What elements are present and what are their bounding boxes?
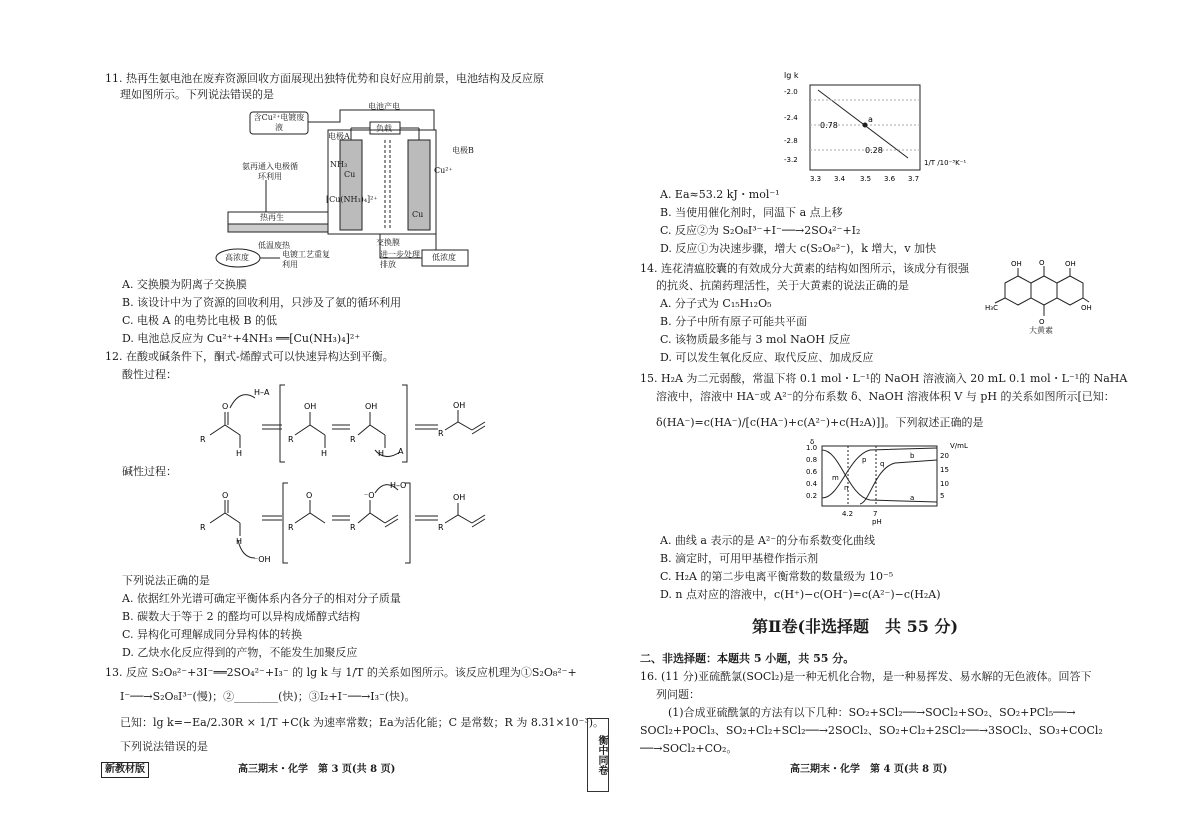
svg-text:p: p: [862, 456, 867, 464]
cu2plus-label: Cu²⁺: [434, 166, 453, 175]
edition-badge: 新教材版: [101, 762, 149, 778]
svg-text:pH: pH: [872, 518, 882, 526]
q15-option-a: A. 曲线 a 表示的是 A²⁻的分布系数变化曲线: [660, 534, 876, 547]
svg-text:OH: OH: [453, 493, 466, 502]
svg-text:0.4: 0.4: [806, 480, 818, 488]
cu-right-label: Cu: [412, 210, 424, 219]
svg-text:OH: OH: [453, 401, 466, 410]
q11-option-d: D. 电池总反应为 Cu²⁺+4NH₃ ══[Cu(NH₃)₄]²⁺: [122, 332, 361, 345]
q13-option-c: C. 反应②为 S₂O₈I³⁻+I⁻──→2SO₄²⁻+I₂: [660, 224, 861, 237]
q12-option-d: D. 乙炔水化反应得到的产物，不能发生加聚反应: [122, 646, 358, 659]
part2-section: 二、非选择题：本题共 5 小题，共 55 分。: [640, 652, 855, 665]
regen-label: 热再生: [260, 213, 284, 222]
q13-option-d: D. 反应①为决速步骤，增大 c(S₂O₈²⁻)，k 增大，v 加快: [660, 242, 937, 255]
part2-title: 第Ⅱ卷(非选择题 共 55 分): [752, 617, 959, 636]
q13-ask: 下列说法错误的是: [120, 740, 208, 753]
low-conc-label: 低浓度: [432, 253, 456, 262]
svg-text:O: O: [306, 491, 313, 500]
svg-text:3.5: 3.5: [860, 175, 872, 183]
lgk-chart-svg: [780, 70, 967, 190]
battery-diagram-lines: [200, 100, 490, 272]
q16-line5: ──→SOCl₂+CO₂。: [640, 742, 738, 755]
svg-text:-2.4: -2.4: [784, 114, 798, 122]
cu-left-label: Cu: [344, 170, 356, 179]
lgk-chart: [780, 70, 967, 190]
q14-stem-line1: 14. 连花清瘟胶囊的有效成分大黄素的结构如图所示，该成分有很强: [640, 262, 969, 275]
svg-text:-2.0: -2.0: [784, 88, 798, 96]
q12-ask: 下列说法正确的是: [122, 574, 210, 587]
svg-text:4.2: 4.2: [842, 510, 854, 518]
svg-text:20: 20: [940, 452, 949, 460]
svg-text:n: n: [844, 484, 849, 492]
membrane-label: 交换膜: [376, 238, 400, 247]
acid-mechanism-lines: [200, 380, 490, 465]
q16-line3: (1)合成亚硫酰氯的方法有以下几种：SO₂+SCl₂──→SOCl₂+SO₂、SO₂+PCl₅──→: [668, 706, 1076, 719]
svg-text:1.0: 1.0: [806, 444, 818, 452]
electrode-b-label: 电极B: [452, 146, 474, 155]
svg-text:OH: OH: [1065, 260, 1076, 268]
nh3-loop-label: 氨再通入电极循环利用: [242, 162, 298, 181]
svg-text:O: O: [222, 491, 229, 500]
point-a-marker: [863, 123, 868, 128]
q15-option-d: D. n 点对应的溶液中，c(H⁺)−c(OH⁻)=c(A²⁻)−c(H₂A): [660, 588, 941, 601]
battery-power-label: 电池产电: [368, 102, 400, 111]
svg-text:OH: OH: [1081, 304, 1092, 312]
q15-stem-line3: δ(HA⁻)=c(HA⁻)/[c(HA⁻)+c(A²⁻)+c(H₂A)]]。下列叙述正确的是: [656, 416, 984, 429]
q14-option-c: C. 该物质最多能与 3 mol NaOH 反应: [660, 333, 851, 346]
svg-text:R: R: [200, 523, 206, 532]
q13-stem-line1: 13. 反应 S₂O₈²⁻+3I⁻══2SO₄²⁻+I₃⁻ 的 lg k 与 1/T 的关系如图所示。该反应机理为①S₂O₈²⁻+: [105, 666, 577, 679]
q12-base-label: 碱性过程：: [122, 465, 177, 478]
svg-text:R: R: [200, 435, 206, 444]
exam-seal: 衡中同卷: [587, 718, 609, 792]
q13-option-b: B. 当使用催化剂时，同温下 a 点上移: [660, 206, 843, 219]
q14-option-a: A. 分子式为 C₁₅H₁₂O₅: [660, 297, 772, 310]
lgk-y-label: lg k: [784, 71, 799, 80]
svg-text:10: 10: [940, 480, 949, 488]
low-heat-label: 低温废热: [258, 241, 290, 250]
electrode-a-label: 电极A: [328, 132, 350, 141]
svg-text:O: O: [1039, 259, 1045, 267]
svg-text:-3.2: -3.2: [784, 156, 798, 164]
q16-line2: 列问题：: [656, 688, 700, 701]
further-label: 进一步处理排放: [380, 250, 420, 269]
svg-text:3.3: 3.3: [810, 175, 822, 183]
svg-text:-2.8: -2.8: [784, 137, 798, 145]
svg-text:H: H: [321, 449, 328, 458]
battery-diagram: [200, 100, 490, 272]
load-label: 负载: [376, 124, 392, 133]
svg-text:15: 15: [940, 466, 949, 474]
svg-text:H₃C: H₃C: [985, 304, 998, 312]
svg-text:⁻OH: ⁻OH: [254, 555, 271, 564]
base-mechanism-scheme: [200, 478, 490, 568]
svg-text:H–A: H–A: [254, 388, 270, 397]
q11-option-a: A. 交换膜为阴离子交换膜: [122, 278, 247, 291]
titration-chart-svg: [800, 438, 980, 528]
svg-text:⁻O: ⁻O: [364, 491, 375, 500]
emodin-name: 大黄素: [1029, 326, 1053, 335]
svg-text:H: H: [236, 449, 243, 458]
svg-text:0.6: 0.6: [806, 468, 818, 476]
svg-text:3.4: 3.4: [834, 175, 846, 183]
nh3-label: NH₃: [330, 160, 348, 169]
svg-text:R: R: [350, 523, 356, 532]
q13-stem-line2: I⁻──→S₂O₈I³⁻(慢)；②________(快)；③I₂+I⁻──→I₃⁻(快)。: [120, 690, 416, 703]
svg-text:R: R: [288, 523, 294, 532]
q12-option-a: A. 依据红外光谱可确定平衡体系内各分子的相对分子质量: [122, 592, 401, 605]
q11-stem-line1: 11. 热再生氨电池在废弃资源回收方面展现出独特优势和良好应用前景，电池结构及反应原: [105, 72, 544, 85]
svg-text:O: O: [1039, 318, 1045, 326]
ann1: 0.78: [820, 121, 838, 130]
svg-text:q: q: [880, 460, 885, 468]
svg-text:O: O: [222, 402, 229, 411]
ann2: 0.28: [865, 146, 883, 155]
electroplating-label: 电镀工艺重复利用: [282, 250, 330, 269]
q15-stem-line2: 溶液中，溶液中 HA⁻或 A²⁻的分布系数 δ、NaOH 溶液体积 V 与 pH 的关系如图所示[已知：: [656, 390, 1115, 403]
svg-text:0.8: 0.8: [806, 456, 818, 464]
svg-text:OH: OH: [304, 402, 317, 411]
svg-text:H: H: [236, 537, 243, 546]
svg-text:7: 7: [873, 510, 878, 518]
svg-text:δ: δ: [810, 438, 815, 446]
emodin-structure: [985, 258, 1095, 338]
svg-text:R: R: [438, 523, 444, 532]
svg-text:0.2: 0.2: [806, 492, 818, 500]
cu-waste-box: 含Cu²⁺电镀废液: [253, 113, 305, 132]
q16-line1: 16. (11 分)亚硫酰氯(SOCl₂)是一种无机化合物，是一种易挥发、易水解的无色液体。回答下: [640, 670, 1092, 683]
svg-text:a: a: [910, 494, 915, 502]
titration-chart: [800, 438, 980, 528]
q15-stem-line1: 15. H₂A 为二元弱酸，常温下将 0.1 mol・L⁻¹的 NaOH 溶液滴入 20 mL 0.1 mol・L⁻¹的 NaHA: [640, 372, 1128, 385]
q13-stem-line3: 已知：lg k=−Ea/2.30R × 1/T +C(k 为速率常数；Ea为活化能；C 是常数；R 为 8.31×10⁻³)。: [120, 716, 605, 729]
svg-text:H: H: [378, 449, 385, 458]
svg-text:m: m: [832, 474, 839, 482]
q16-line4: SOCl₂+POCl₃、SO₂+Cl₂+SCl₂──→2SOCl₂、SO₂+Cl₂+2SCl₂──→3SOCl₂、SO₃+COCl₂: [640, 724, 1103, 737]
q14-option-d: D. 可以发生氧化反应、取代反应、加成反应: [660, 351, 874, 364]
q14-stem-line2: 的抗炎、抗菌药理活性，关于大黄素的说法正确的是: [656, 279, 909, 292]
base-mechanism-lines: [200, 478, 490, 568]
svg-text:R: R: [350, 435, 356, 444]
q14-option-b: B. 分子中所有原子可能共平面: [660, 315, 808, 328]
left-page-footer: 高三期末・化学 第 3 页(共 8 页): [238, 764, 396, 775]
svg-text:V/mL: V/mL: [950, 442, 968, 450]
acid-mechanism-scheme: [200, 380, 490, 465]
svg-text:R: R: [438, 429, 444, 438]
svg-text:3.7: 3.7: [908, 175, 920, 183]
q11-stem-line2: 理如图所示。下列说法错误的是: [120, 88, 274, 101]
q12-acid-label: 酸性过程：: [122, 368, 177, 381]
q13-option-a: A. Ea≈53.2 kJ・mol⁻¹: [660, 188, 780, 201]
q11-option-c: C. 电极 A 的电势比电极 B 的低: [122, 314, 278, 327]
q12-option-b: B. 碳数大于等于 2 的醛均可以异构成烯醇式结构: [122, 610, 361, 623]
right-page-footer: 高三期末・化学 第 4 页(共 8 页): [790, 764, 948, 775]
svg-text:5: 5: [940, 492, 945, 500]
svg-text:OH: OH: [365, 402, 378, 411]
point-a: a: [868, 115, 873, 124]
q15-option-b: B. 滴定时，可用甲基橙作指示剂: [660, 552, 819, 565]
q15-option-c: C. H₂A 的第二步电离平衡常数的数量级为 10⁻⁵: [660, 570, 894, 583]
q12-option-c: C. 异构化可理解成同分异构体的转换: [122, 628, 303, 641]
svg-text:1/T /10⁻³K⁻¹: 1/T /10⁻³K⁻¹: [924, 159, 967, 167]
svg-text:OH: OH: [1011, 260, 1022, 268]
q12-stem: 12. 在酸或碱条件下，酮式-烯醇式可以快速异构达到平衡。: [105, 350, 394, 363]
svg-text:A: A: [398, 447, 404, 456]
q11-option-b: B. 该设计中为了资源的回收利用，只涉及了氨的循环利用: [122, 296, 402, 309]
complex-label: [Cu(NH₃)₄]²⁺: [326, 195, 378, 204]
svg-text:H–O: H–O: [390, 481, 407, 490]
high-conc-label: 高浓度: [225, 253, 249, 262]
svg-text:R: R: [288, 435, 294, 444]
svg-text:3.6: 3.6: [884, 175, 896, 183]
svg-text:b: b: [910, 452, 915, 460]
